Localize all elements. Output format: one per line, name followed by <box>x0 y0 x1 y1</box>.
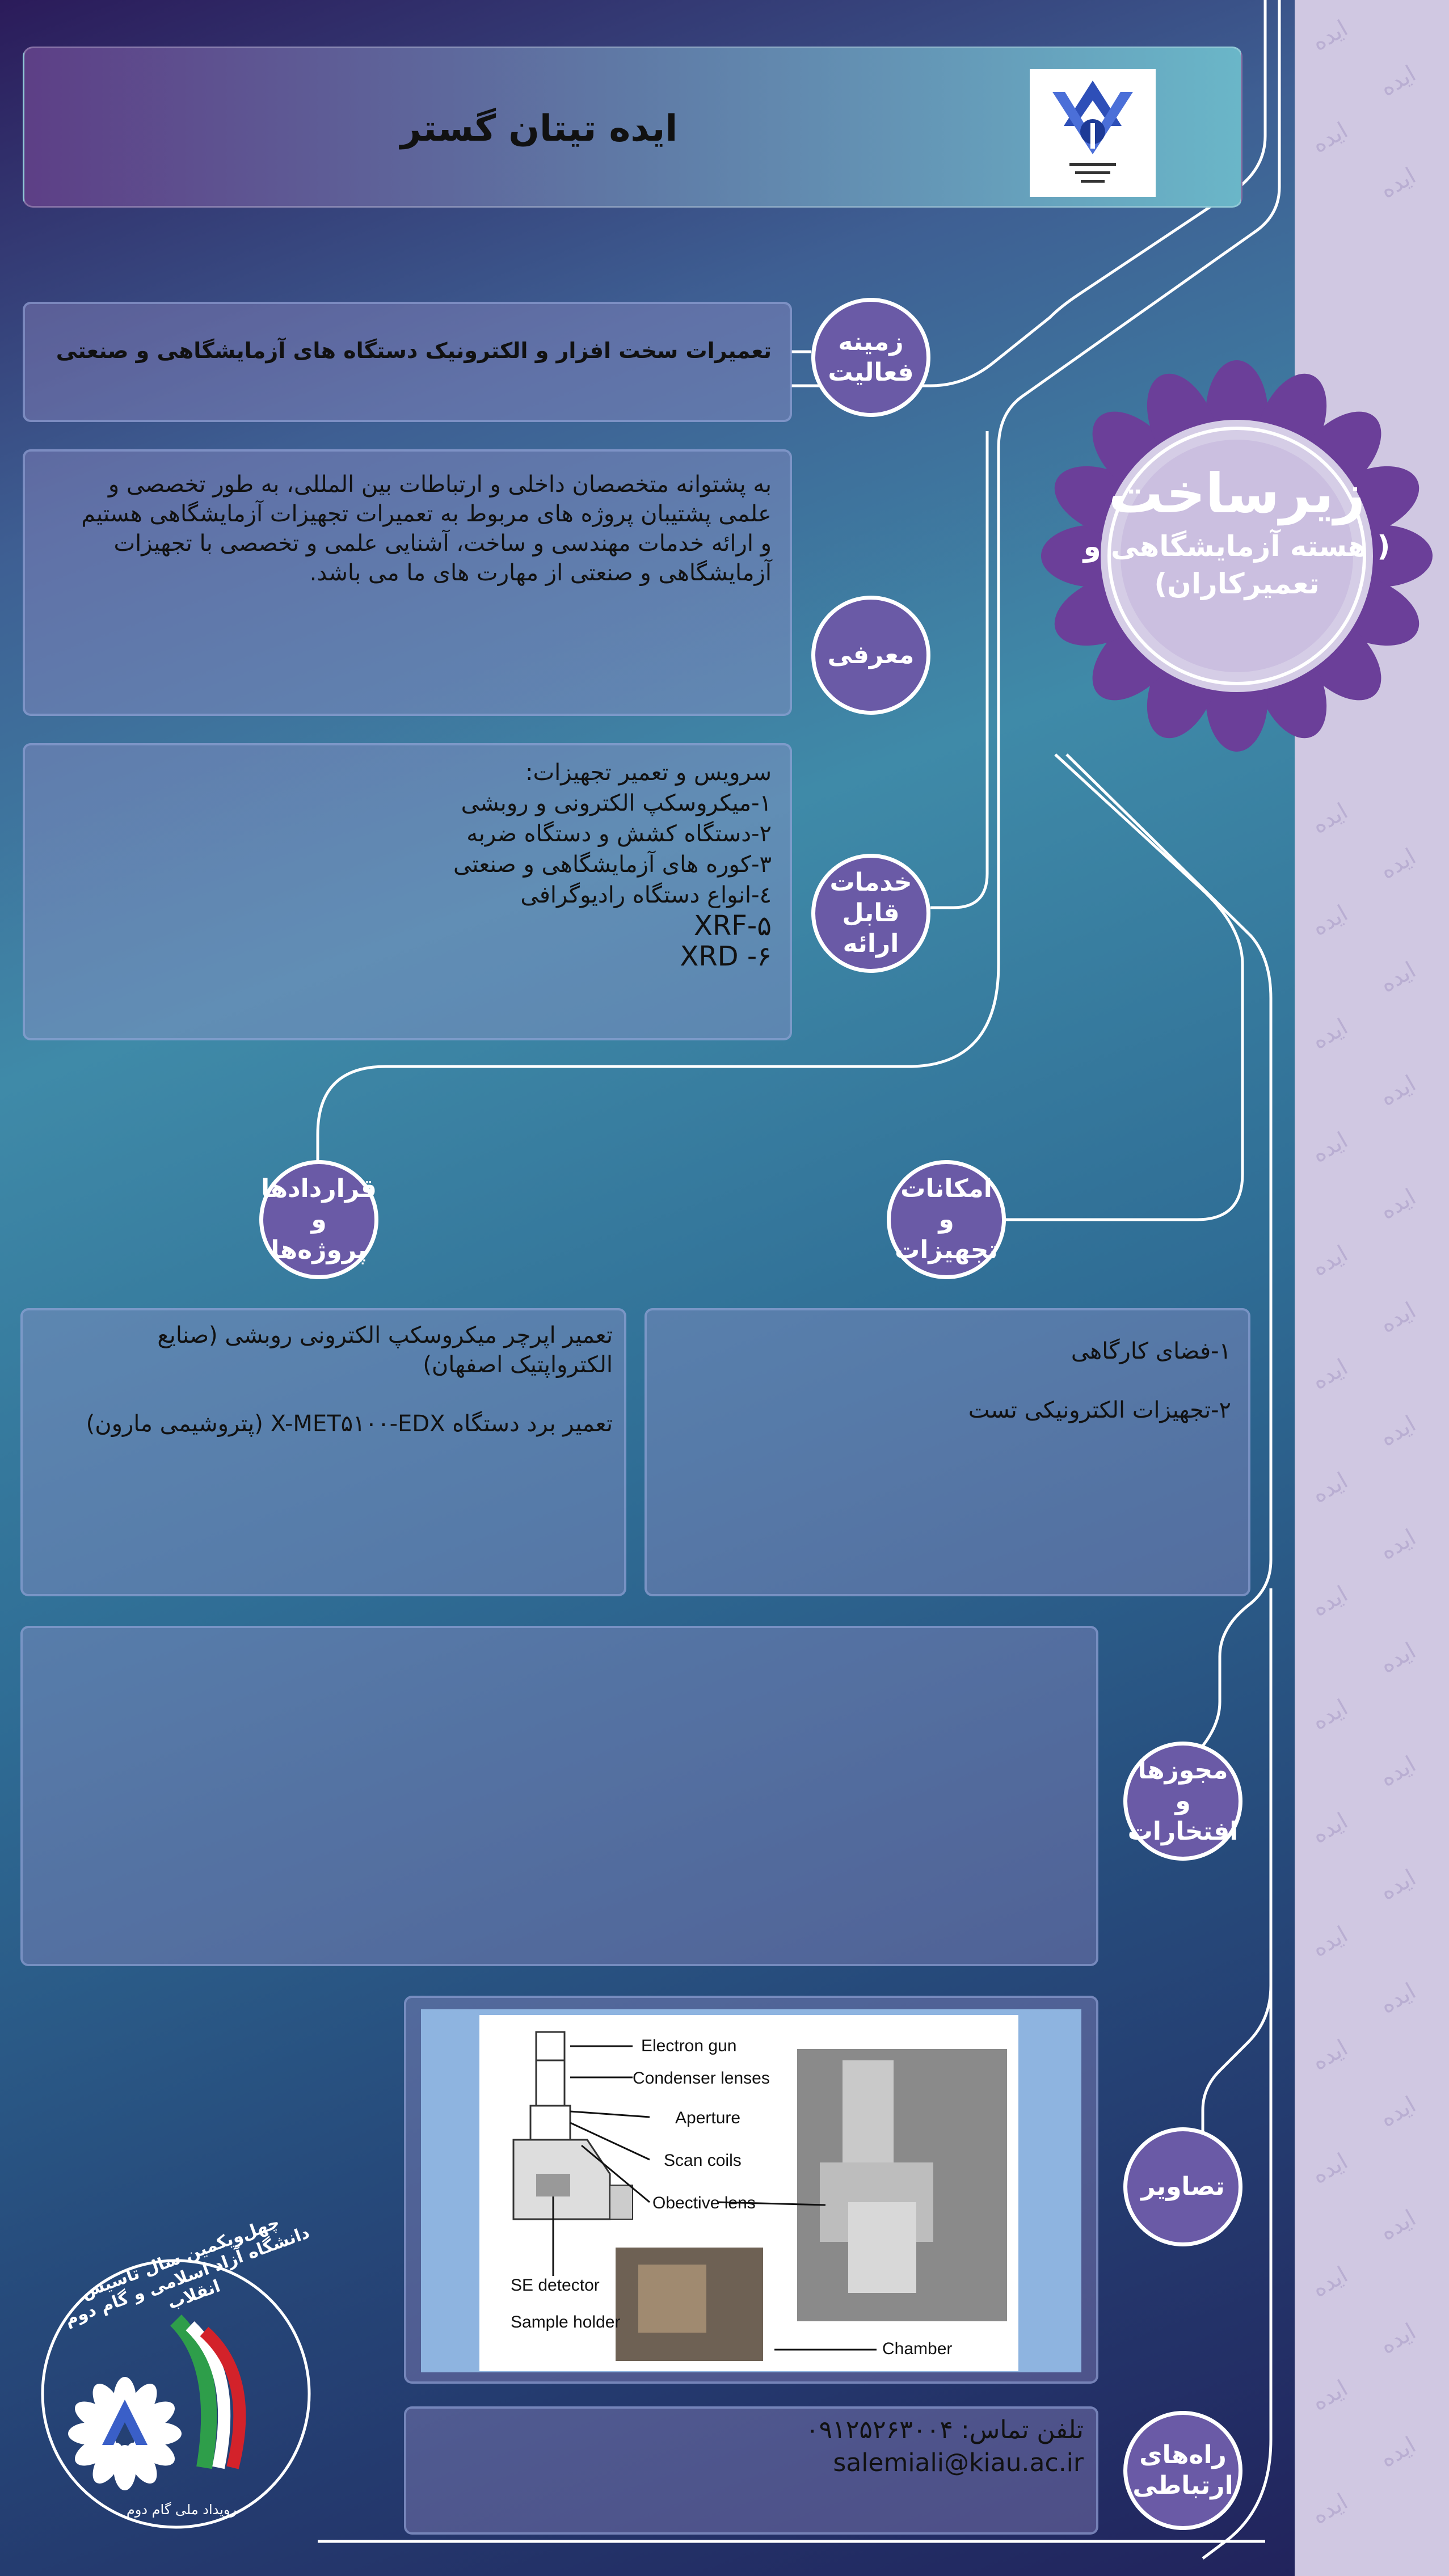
anniversary-emblem <box>34 2212 318 2536</box>
services-item: ۱-میکروسکپ الکترونی و روبشی <box>461 790 772 816</box>
contact-phone: تلفن تماس: ۰۹۱۲۵۲۶۳۰۰۴ <box>805 2415 1084 2444</box>
images-label: تصاویر <box>1141 2172 1225 2201</box>
services-item: ٤-انواع دستگاه رادیوگرافی <box>520 882 772 908</box>
licenses-panel <box>20 1626 1098 1966</box>
sem-diagram <box>479 2015 1018 2371</box>
intro-bubble <box>811 596 930 715</box>
contact-info <box>431 2414 1084 2480</box>
licenses-label: مجوزها و افتخارات <box>1127 1756 1239 1846</box>
intro-label: معرفی <box>827 640 915 669</box>
intro-text: به پشتوانه متخصصان داخلی و ارتباطات بین المللی، به طور تخصصی و علمی پشتیبان پروژه های مربوط به تعمیرات تجهیزات آزمایشگاهی هستیم و ارائه خدمات مهندسی و ساخت، آشنایی علمی و تخصصی با تجهیزات آزمایشگاهی و صنعتی از مهارت های ما می باشد. <box>81 471 772 586</box>
facilities-bubble <box>887 1160 1006 1279</box>
brand-sub-text: ( هسته آزمایشگاهی و تعمیرکاران) <box>1083 530 1391 600</box>
services-item: ۳-کوره های آزمایشگاهی و صنعتی <box>453 851 772 878</box>
contact-label: راه‌های ارتباطی <box>1132 2440 1233 2500</box>
licenses-bubble <box>1123 1742 1242 1861</box>
contracts-label: قراردادها و پروژه‌ها <box>261 1174 377 1264</box>
facilities-label: امکانات و تجهیزات <box>895 1174 998 1264</box>
contracts-item: تعمیر برد دستگاه X-MET۵۱۰۰-EDX (پتروشیمی مارون) <box>86 1411 613 1437</box>
services-bubble <box>811 854 930 973</box>
anniversary-text: چهل‌ویکمین سال تاسیس دانشگاه آزاد اسلامی و گام دوم انقلاب <box>62 2212 313 2330</box>
brand-main-text: زیرساخت <box>1108 462 1366 525</box>
facilities-item: ۱-فضای کارگاهی <box>1071 1338 1231 1364</box>
diagram-label: Electron gun <box>641 2037 737 2055</box>
services-label: خدمات قابل ارائه <box>829 868 912 958</box>
diagram-label: Condenser lenses <box>633 2069 770 2088</box>
anniversary-sub: رویداد ملی گام دوم <box>126 2502 237 2518</box>
contact-bubble <box>1123 2411 1242 2530</box>
services-item: XRD -۶ <box>680 941 772 972</box>
field-label: زمینه فعالیت <box>828 327 914 387</box>
page-title: ایده تیتان گستر <box>400 108 678 150</box>
facilities-item: ۲-تجهیزات الکترونیکی تست <box>968 1397 1231 1423</box>
services-item: ۲-دستگاه کشش و دستگاه ضربه <box>466 821 772 847</box>
brand-text <box>1067 459 1407 602</box>
diagram-label: Chamber <box>882 2339 953 2358</box>
facilities-list <box>681 1322 1231 1440</box>
services-item: XRF-۵ <box>694 910 772 942</box>
services-list <box>68 757 772 972</box>
diagram-label: Scan coils <box>664 2151 742 2170</box>
field-bubble <box>811 298 930 417</box>
diagram-label: Aperture <box>675 2109 741 2127</box>
contact-email[interactable]: salemiali@kiau.ac.ir <box>833 2448 1084 2477</box>
diagram-label: Sample holder <box>511 2313 621 2332</box>
diagram-label: Obective lens <box>652 2194 756 2212</box>
services-heading: سرویس و تعمیر تجهیزات: <box>525 760 772 786</box>
images-bubble <box>1123 2127 1242 2246</box>
field-text: تعمیرات سخت افزار و الکترونیک دستگاه های آزمایشگاهی و صنعتی <box>56 338 772 363</box>
contracts-item: تعمیر اپرچر میکروسکپ الکترونی روبشی (صنایع الکترواپتیک اصفهان) <box>157 1322 613 1378</box>
contracts-list <box>85 1321 613 1439</box>
side-pattern-strip: ایده ایده ایده ایده ایده ایده ایده ایده ایده ایده ایده ایده ایده ایده ایده ایده ایده ایده ایده ایده ایده ایده ایده ایده ایده ایده ایده ایده ایده ایده ایده ایده ایده ایده ایده <box>1295 0 1449 2576</box>
diagram-label: SE detector <box>511 2276 600 2295</box>
contracts-bubble <box>259 1160 378 1279</box>
university-logo <box>1030 69 1156 197</box>
